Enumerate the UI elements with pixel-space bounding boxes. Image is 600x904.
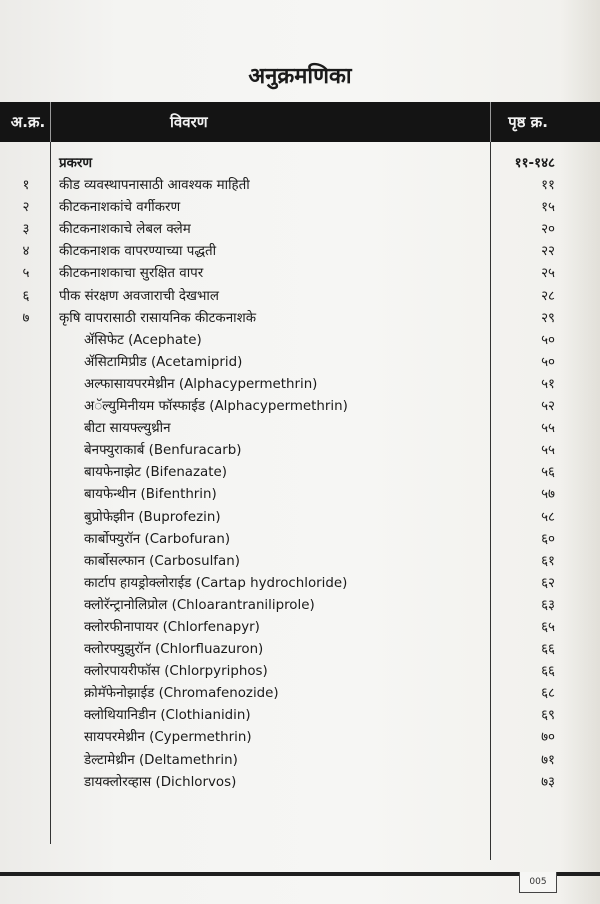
row-page-number: २८ <box>541 288 555 304</box>
contents-table <box>0 151 600 792</box>
row-page-number: २५ <box>541 266 555 282</box>
table-row <box>0 549 600 571</box>
row-serial: ७ <box>22 310 30 326</box>
table-row <box>0 593 600 615</box>
row-description: कार्बोसल्फान (Carbosulfan) <box>84 553 240 569</box>
row-description: कीटकनाशकाचा सुरक्षित वापर <box>59 266 204 282</box>
row-page-number: २२ <box>541 244 555 260</box>
row-serial: २ <box>22 200 30 216</box>
table-row <box>0 770 600 792</box>
table-row <box>0 637 600 659</box>
row-page-number: ५६ <box>541 465 555 481</box>
row-page-number: ६० <box>541 531 555 547</box>
row-page-number: ६६ <box>541 664 555 680</box>
table-row <box>0 151 600 173</box>
table-row <box>0 438 600 460</box>
table-row <box>0 681 600 703</box>
header-divider <box>50 102 51 142</box>
row-page-number: २९ <box>541 310 555 326</box>
row-serial: १ <box>22 178 30 194</box>
table-row <box>0 505 600 527</box>
row-description: क्लोरपायरीफॉस (Chlorpyriphos) <box>84 664 268 680</box>
table-row <box>0 748 600 770</box>
row-page-number: ५२ <box>541 399 555 415</box>
row-description: डायक्लोरव्हास (Dichlorvos) <box>84 774 237 790</box>
row-page-number: ७३ <box>541 774 555 790</box>
header-page-number: पृष्ठ क्र. <box>508 113 548 131</box>
table-row <box>0 460 600 482</box>
row-description: बायफेन्थीन (Bifenthrin) <box>84 487 217 503</box>
row-description: क्लोरॅन्ट्रानोलिप्रोल (Chloarantraniliprole) <box>84 597 315 613</box>
header-description: विवरण <box>170 113 208 131</box>
row-description: बेनफ्युराकार्ब (Benfuracarb) <box>84 443 242 459</box>
table-row <box>0 659 600 681</box>
table-row <box>0 527 600 549</box>
row-page-number: ६२ <box>541 575 555 591</box>
row-page-number: ६८ <box>541 686 555 702</box>
row-page-number: ६६ <box>541 642 555 658</box>
row-description: ॲसिफेट (Acephate) <box>84 332 202 348</box>
table-row <box>0 615 600 637</box>
row-description: कार्टाप हायड्रोक्लोराईड (Cartap hydrochloride) <box>84 575 348 591</box>
table-row <box>0 261 600 283</box>
table-row <box>0 571 600 593</box>
row-page-number: ५५ <box>541 443 555 459</box>
row-description: कीड व्यवस्थापनासाठी आवश्यक माहिती <box>59 178 250 194</box>
row-serial: ६ <box>22 288 30 304</box>
table-row <box>0 725 600 747</box>
table-row <box>0 239 600 261</box>
table-row <box>0 394 600 416</box>
header-divider <box>490 102 491 142</box>
header-serial: अ.क्र. <box>10 113 46 131</box>
table-row <box>0 703 600 725</box>
row-page-number: ७० <box>541 730 555 746</box>
row-description: बुप्रोफेझीन (Buprofezin) <box>84 509 221 525</box>
row-serial: ५ <box>22 266 30 282</box>
table-row <box>0 217 600 239</box>
row-description: कृषि वापरासाठी रासायनिक कीटकनाशके <box>59 310 256 326</box>
row-description: कार्बोफ्युरॉन (Carbofuran) <box>84 531 231 547</box>
row-description: बीटा सायफ्ल्युथ्रीन <box>84 421 171 437</box>
row-page-number: ६३ <box>541 597 555 613</box>
row-serial: ३ <box>22 222 30 238</box>
row-page-number: ५० <box>541 354 555 370</box>
row-description: डेल्टामेथ्रीन (Deltamethrin) <box>84 752 238 768</box>
row-description: प्रकरण <box>59 156 93 171</box>
row-page-number: २० <box>541 222 555 238</box>
table-row <box>0 350 600 372</box>
footer-rule <box>0 872 600 876</box>
table-row <box>0 416 600 438</box>
row-description: अॅल्युमिनीयम फॉस्फाईड (Alphacypermethrin) <box>84 399 348 415</box>
row-description: अल्फासायपरमेथ्रीन (Alphacypermethrin) <box>84 376 318 392</box>
row-description: कीटकनाशक वापरण्याच्या पद्धती <box>59 244 217 260</box>
row-serial: ४ <box>22 244 30 260</box>
table-row <box>0 372 600 394</box>
row-description: ॲसिटामिप्रीड (Acetamiprid) <box>84 354 243 370</box>
row-description: सायपरमेथ्रीन (Cypermethrin) <box>84 730 252 746</box>
row-description: पीक संरक्षण अवजाराची देखभाल <box>59 288 219 304</box>
row-description: क्रोमॅफेनोझाईड (Chromafenozide) <box>84 686 279 702</box>
row-page-number: ६१ <box>541 553 555 569</box>
page-title: अनुक्रमणिका <box>248 64 352 89</box>
row-page-number: ११ <box>541 178 555 194</box>
row-page-number: ६९ <box>541 708 555 724</box>
row-page-number: ६५ <box>541 619 555 635</box>
table-header <box>0 102 600 142</box>
row-description: कीटकनाशकांचे वर्गीकरण <box>59 200 181 216</box>
table-row <box>0 482 600 504</box>
row-page-number: ७१ <box>541 752 555 768</box>
row-description: क्लोथियानिडीन (Clothianidin) <box>84 708 251 724</box>
row-description: क्लोरफीनापायर (Chlorfenapyr) <box>84 619 260 635</box>
row-page-number: १५ <box>541 200 555 216</box>
table-row <box>0 173 600 195</box>
row-description: बायफेनाझेट (Bifenazate) <box>84 465 227 481</box>
table-row <box>0 195 600 217</box>
page-number-tab: 005 <box>519 872 557 893</box>
row-page-number: ५८ <box>541 509 555 525</box>
row-page-number: ५५ <box>541 421 555 437</box>
table-row <box>0 284 600 306</box>
row-description: क्लोरफ्युझुरॉन (Chlorfluazuron) <box>84 642 264 658</box>
row-description: कीटकनाशकाचे लेबल क्लेम <box>59 222 191 238</box>
row-page-number: ११-१४८ <box>514 156 555 171</box>
row-page-number: ५७ <box>541 487 555 503</box>
row-page-number: ५० <box>541 332 555 348</box>
row-page-number: ५१ <box>541 376 555 392</box>
table-row <box>0 306 600 328</box>
table-row <box>0 328 600 350</box>
